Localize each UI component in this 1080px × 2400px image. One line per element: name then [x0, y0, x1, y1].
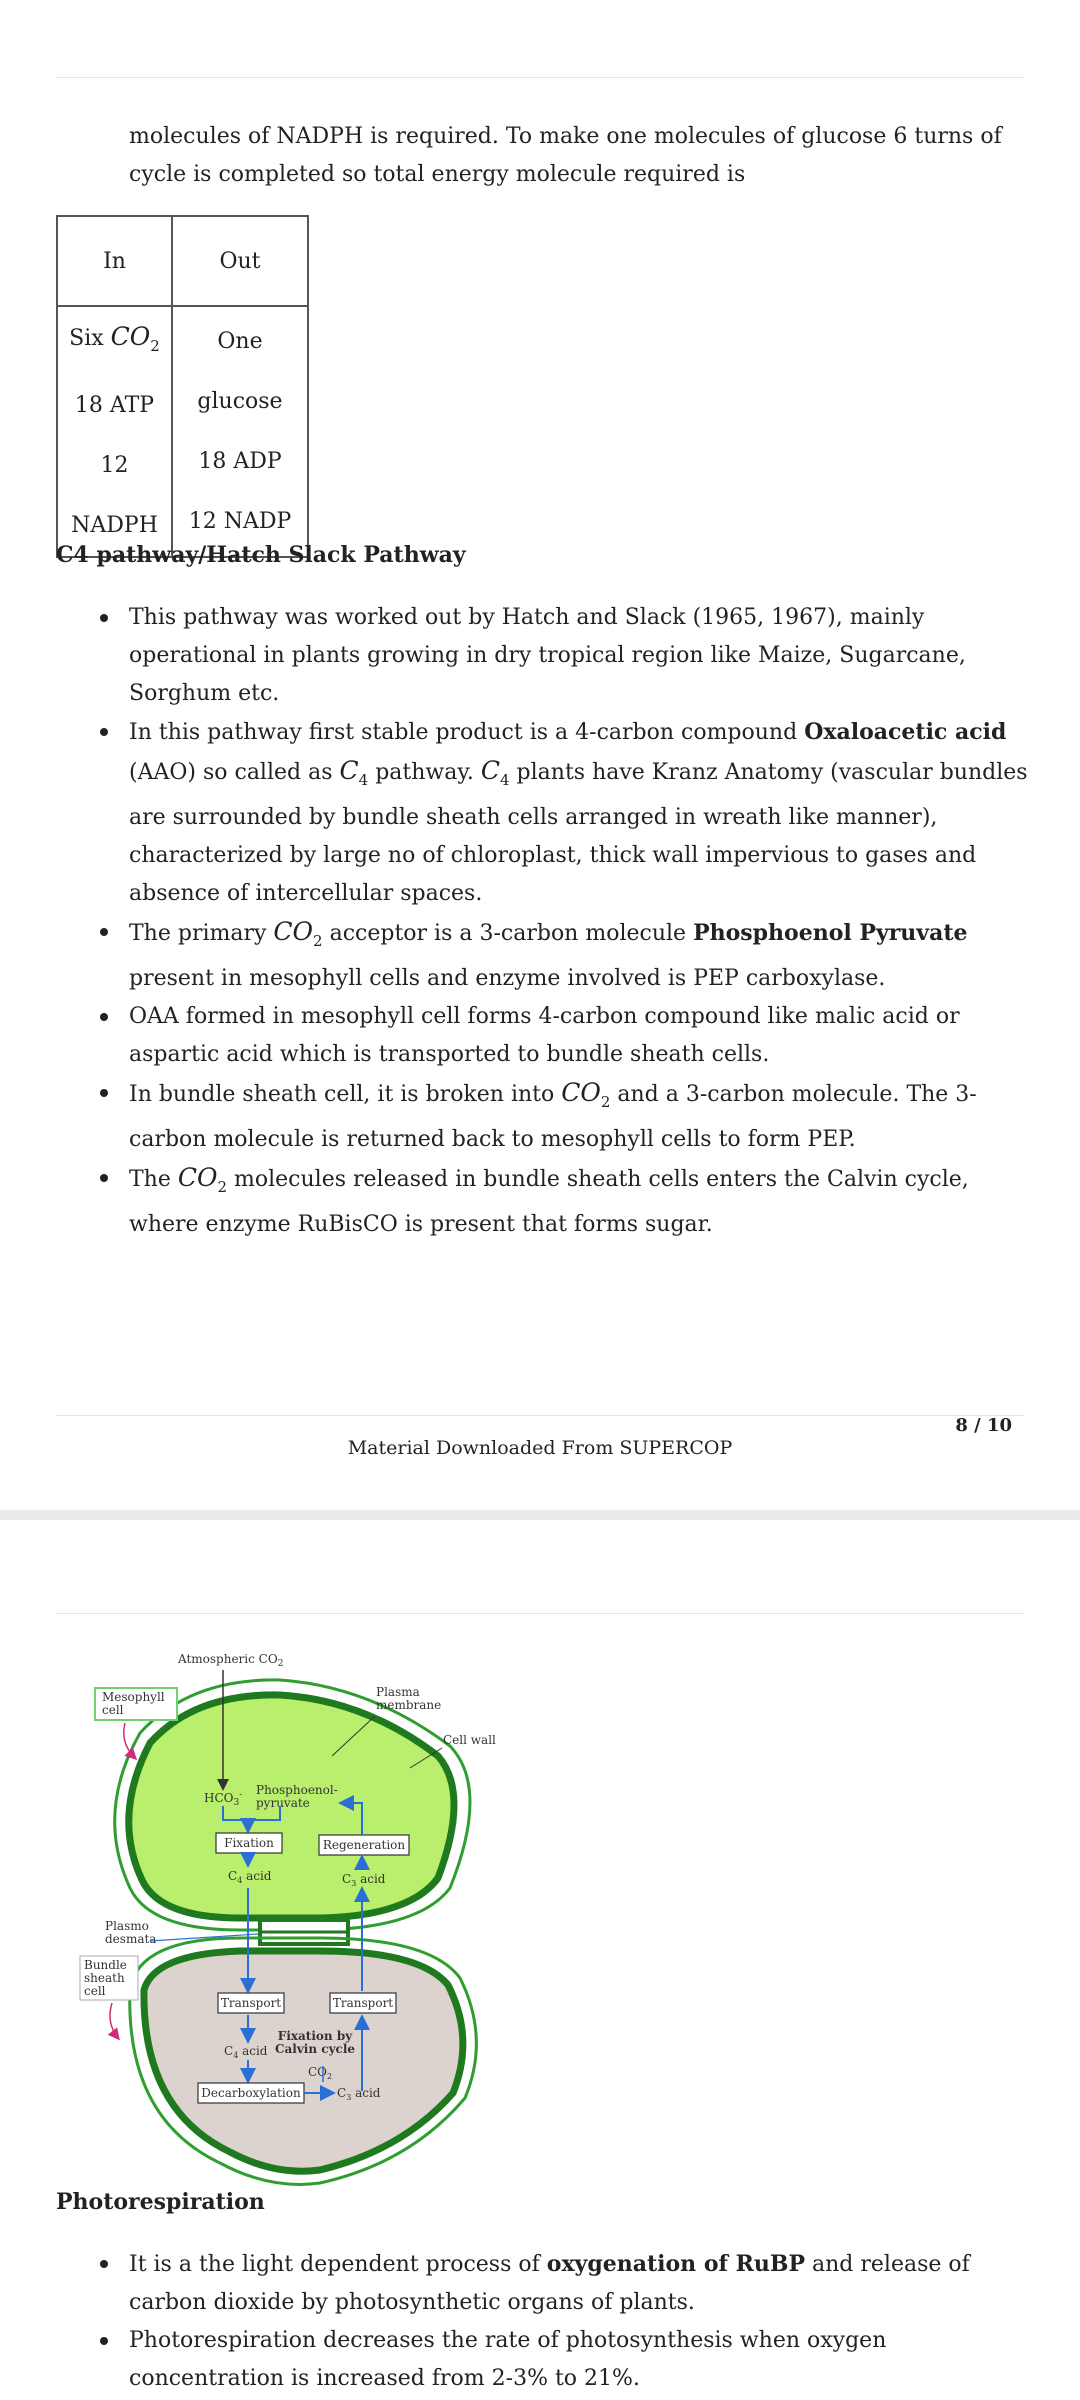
- table-in-column: [57, 306, 172, 557]
- page-top-rule: [56, 77, 1024, 78]
- fixation-calvin-label: Fixation by Calvin cycle: [274, 2029, 356, 2056]
- in-out-table: [56, 215, 309, 558]
- list-item: This pathway was worked out by Hatch and Slack (1965, 1967), mainly operational in plants growing in dry tropical region like Maize, Sugarcane, Sorghum etc.: [129, 599, 1029, 713]
- section-heading-photorespiration: Photorespiration: [56, 2189, 265, 2215]
- mesophyll-label: Mesophyll cell: [102, 1690, 165, 1717]
- table-cell: 12 NADP: [188, 508, 292, 534]
- document-page-9: [0, 1520, 1080, 2400]
- page-bottom-rule: [56, 1415, 1024, 1416]
- decarboxylation-label: Decarboxylation: [201, 2086, 301, 2100]
- page-number: 8 / 10: [955, 1415, 1012, 1436]
- c4-acid-label-bottom: $C_4$ acid: [224, 2044, 268, 2060]
- bundle-sheath-label: Bundle sheath cell: [84, 1958, 127, 1998]
- table-cell: Six $CO_2$: [69, 322, 160, 355]
- list-item: OAA formed in mesophyll cell forms 4-carbon compound like malic acid or aspartic acid which is transported to bundle sheath cells.: [129, 998, 1029, 1074]
- bundle-sheath-pointer: [110, 2003, 118, 2038]
- list-item: It is a the light dependent process of oxygenation of RuBP and release of carbon dioxide by photosynthetic organs of plants.: [129, 2245, 1029, 2322]
- atmospheric-co2-label: Atmospheric $CO_2$: [178, 1652, 284, 1669]
- hco3-label: $HCO_3^-$: [204, 1790, 243, 1808]
- math-co2: $CO_2$: [110, 322, 160, 355]
- list-item: The $CO_2$ molecules released in bundle sheath cells enters the Calvin cycle, where enzyme RuBisCO is present that forms sugar.: [129, 1159, 1029, 1244]
- plasma-membrane-label: Plasma membrane: [376, 1685, 442, 1712]
- c3-acid-label-bottom: $C_3$ acid: [337, 2086, 381, 2102]
- page-top-rule: [56, 1613, 1024, 1614]
- bundle-sheath-cell: [130, 1938, 477, 2184]
- list-item: In this pathway first stable product is a 4-carbon compound Oxaloacetic acid (AAO) so called as $C_4$ pathway. $C_4$ plants have Kranz Anatomy (vascular bundles are surrounded by bundle sheath cells arranged in wreath like manner), characterized by large no of chloroplast, thick wall impervious to gases and absence of intercellular spaces.: [129, 713, 1029, 913]
- table-header-in: In: [57, 216, 172, 306]
- page-separator: [0, 1510, 1080, 1520]
- list-item: In bundle sheath cell, it is broken into $CO_2$ and a 3-carbon molecule. The 3-carbon molecule is returned back to mesophyll cells to form PEP.: [129, 1074, 1029, 1159]
- transport-label-left: Transport: [220, 1996, 282, 2010]
- c4-pathway-diagram: [70, 1638, 510, 2198]
- page-footer: Material Downloaded From SUPERCOP: [347, 1437, 733, 1459]
- table-cell: 18 ATP: [74, 393, 155, 418]
- table-cell: 12 NADPH: [71, 453, 158, 538]
- transport-label-right: Transport: [332, 1996, 394, 2010]
- list-item: The primary $CO_2$ acceptor is a 3-carbon molecule Phosphoenol Pyruvate present in mesophyll cells and enzyme involved is PEP carboxylase.: [129, 913, 1029, 998]
- fixation-label: Fixation: [224, 1836, 274, 1850]
- c4-acid-label-top: $C_4$ acid: [228, 1869, 272, 1885]
- cell-wall-label: Cell wall: [443, 1733, 496, 1747]
- table-out-column: [172, 306, 308, 557]
- c4-bullet-list: [129, 599, 1029, 1244]
- plasmodesmata-label: Plasmo desmata: [105, 1919, 157, 1946]
- regeneration-label: Regeneration: [322, 1838, 406, 1852]
- pep-label: Phosphoenol-pyruvate: [256, 1783, 338, 1810]
- list-item: Photorespiration decreases the rate of photosynthesis when oxygen concentration is increased from 2-3% to 21%.: [129, 2322, 1029, 2398]
- section-heading-c4: C4 pathway/Hatch Slack Pathway: [56, 542, 466, 568]
- table-cell: One glucose: [197, 328, 283, 414]
- plasmodesmata: [260, 1920, 348, 1944]
- released-co2-label: $CO_2$: [308, 2065, 333, 2081]
- table-cell: 18 ADP: [198, 448, 282, 474]
- table-header-out: Out: [172, 216, 308, 306]
- continued-paragraph: molecules of NADPH is required. To make one molecules of glucose 6 turns of cycle is completed so total energy molecule required is: [129, 124, 1002, 187]
- photorespiration-bullet-list: [129, 2245, 1029, 2398]
- c3-acid-label-top: $C_3$ acid: [342, 1872, 386, 1888]
